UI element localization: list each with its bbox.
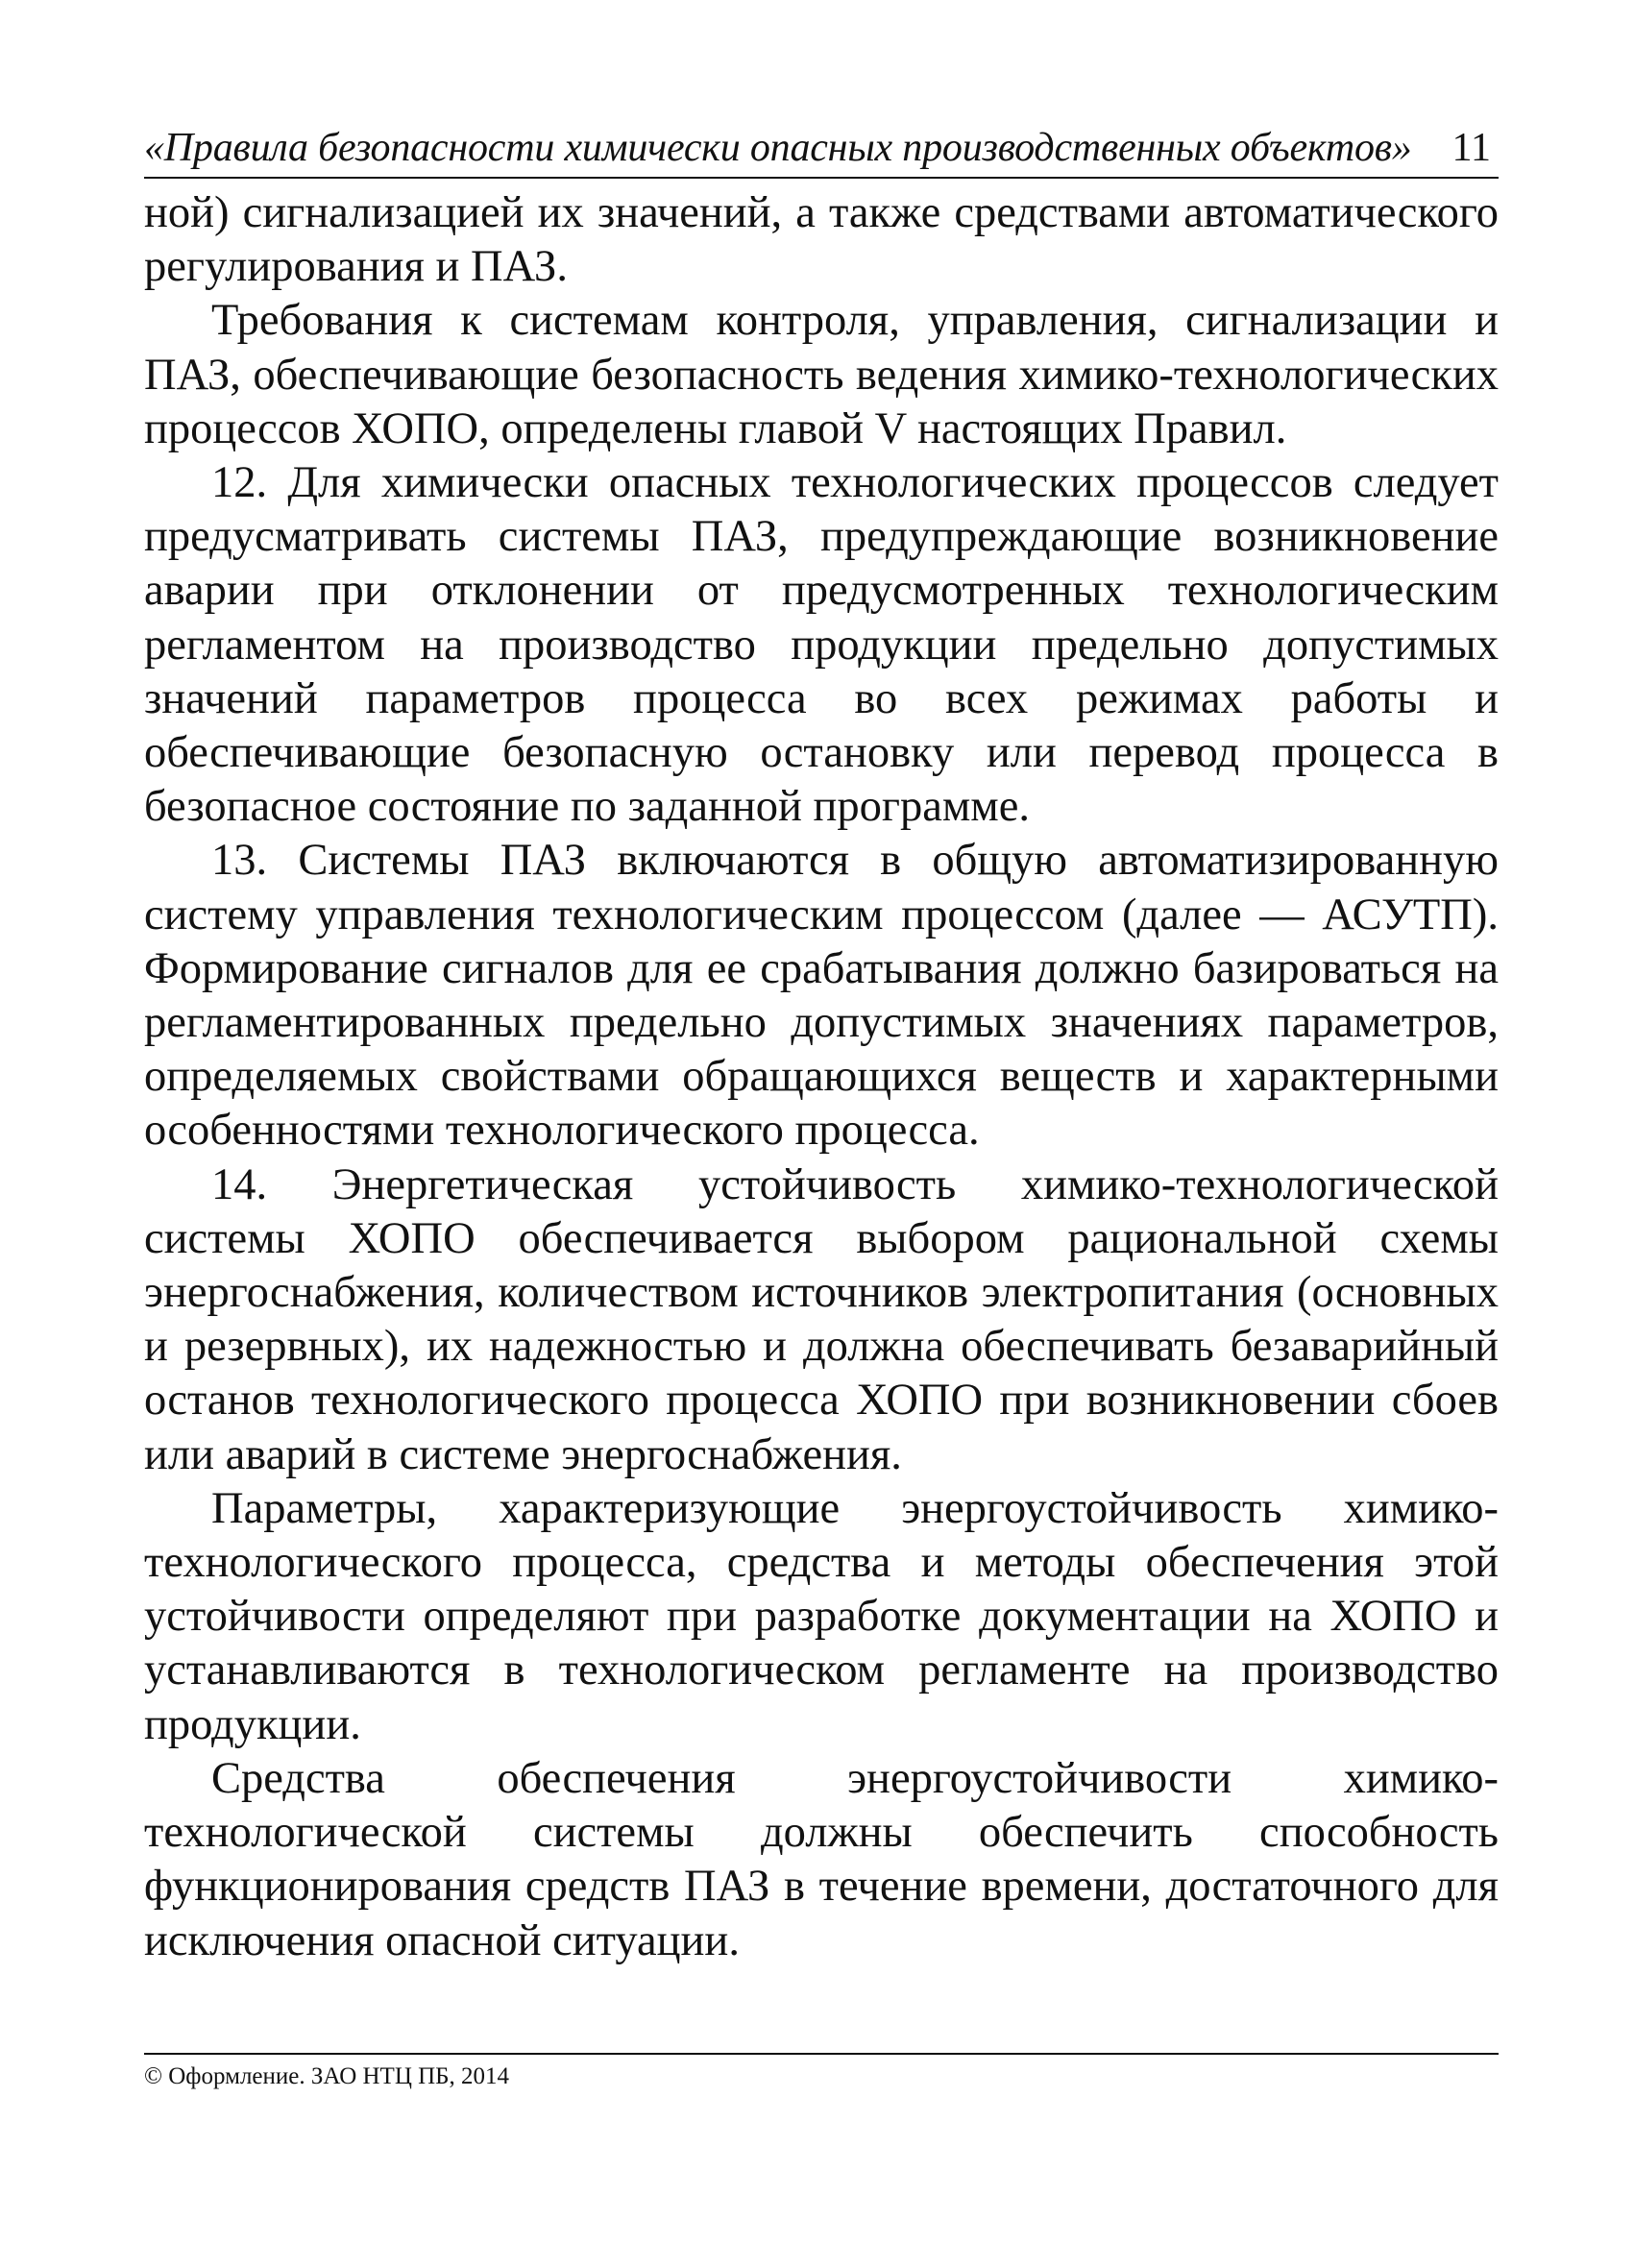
- body-text: [144, 186, 1499, 1968]
- running-title: «Правила безопасности химически опасных производственных объектов»: [144, 126, 1412, 170]
- paragraph-requirements: Требования к системам контроля, управления, сигнализации и ПАЗ, обеспечивающие безопасность ведения химико-технологических процессов ХОПО, определены главой V настоящих Правил.: [144, 296, 1499, 453]
- running-header: [144, 123, 1499, 179]
- footer-divider: [144, 2053, 1499, 2055]
- paragraph-item-14: 14. Энергетическая устойчивость химико-технологической системы ХОПО обеспечивается выбором рациональной схемы энергоснабжения, количеством источников электропитания (основных и резервных), их надежностью и должна обеспечивать безаварийный останов технологического процесса ХОПО при возникновении сбоев или аварий в системе энергоснабжения.: [144, 1159, 1499, 1479]
- paragraph-item-12: 12. Для химически опасных технологических процессов следует предусматривать системы ПАЗ, предупреждающие возникновение аварии при отклонении от предусмотренных технологическим регламентом на производство продукции предельно допустимых значений параметров процесса во всех режимах работы и обеспечивающие безопасную остановку или перевод процесса в безопасное состояние по заданной программе.: [144, 458, 1499, 832]
- footer-copyright: © Оформление. ЗАО НТЦ ПБ, 2014: [144, 2063, 510, 2089]
- paragraph-continuation: ной) сигнализацией их значений, а также средствами автоматического регулирования и ПАЗ.: [144, 188, 1499, 292]
- page-number: 11: [1451, 126, 1491, 170]
- paragraph-item-13: 13. Системы ПАЗ включаются в общую автоматизированную систему управления технологическим процессом (далее — АСУТП). Формирование сигналов для ее срабатывания должно базироваться на регламентированных предельно допустимых значениях параметров, определяемых свойствами обращающихся веществ и характерными особенностями технологического процесса.: [144, 836, 1499, 1156]
- paragraph-parameters: Параметры, характеризующие энергоустойчивость химико-технологического процесса, средства и методы обеспечения этой устойчивости определяют при разработке документации на ХОПО и устанавливаются в технологическом регламенте на производство продукции.: [144, 1483, 1499, 1749]
- paragraph-energy-means: Средства обеспечения энергоустойчивости химико-технологической системы должны обеспечить способность функционирования средств ПАЗ в течение времени, достаточного для исключения опасной ситуации.: [144, 1753, 1499, 1965]
